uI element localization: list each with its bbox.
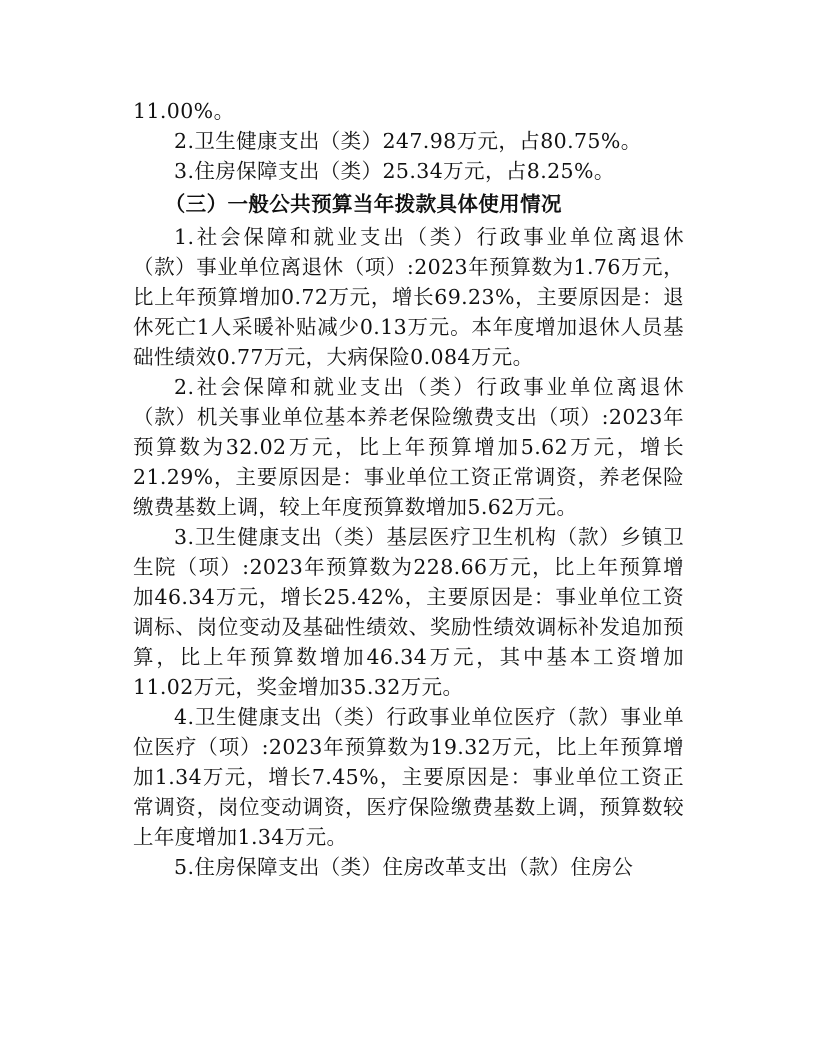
section-heading: （三）一般公共预算当年拨款具体使用情况	[164, 192, 562, 216]
item-pension-insurance: 2.社会保障和就业支出（类）行政事业单位离退休（款）机关事业单位基本养老保险缴费支出（项）:2023年预算数为32.02万元，比上年预算增加5.62万元，增长21.29%，主要原因是：事业单位工资正常调资，养老保险缴费基数上调，较上年度预算数增加5.62万元。	[133, 375, 684, 519]
paragraph-housing-share: 3.住房保障支出（类）25.34万元，占8.25%。	[174, 159, 615, 183]
paragraph-continuation: 11.00%。	[133, 99, 235, 123]
item-medical-insurance: 4.卫生健康支出（类）行政事业单位医疗（款）事业单位医疗（项）:2023年预算数为19.32万元，比上年预算增加1.34万元，增长7.45%，主要原因是：事业单位工资正常调资，岗位变动调资，医疗保险缴费基数上调，预算数较上年度增加1.34万元。	[133, 705, 684, 849]
paragraph-health-share: 2.卫生健康支出（类）247.98万元，占80.75%。	[174, 129, 642, 153]
document-page	[133, 96, 684, 882]
item-township-hospital: 3.卫生健康支出（类）基层医疗卫生机构（款）乡镇卫生院（项）:2023年预算数为228.66万元，比上年预算增加46.34万元，增长25.42%，主要原因是：事业单位工资调标、岗位变动及基础性绩效、奖励性绩效调标补发追加预算，比上年预算数增加46.34万元，其中基本工资增加11.02万元，奖金增加35.32万元。	[133, 525, 684, 699]
item-social-security-retirement: 1.社会保障和就业支出（类）行政事业单位离退休（款）事业单位离退休（项）:2023年预算数为1.76万元，比上年预算增加0.72万元，增长69.23%，主要原因是：退休死亡1人采暖补贴减少0.13万元。本年度增加退休人员基础性绩效0.77万元，大病保险0.084万元。	[133, 225, 684, 369]
item-housing-reform: 5.住房保障支出（类）住房改革支出（款）住房公	[174, 855, 634, 879]
